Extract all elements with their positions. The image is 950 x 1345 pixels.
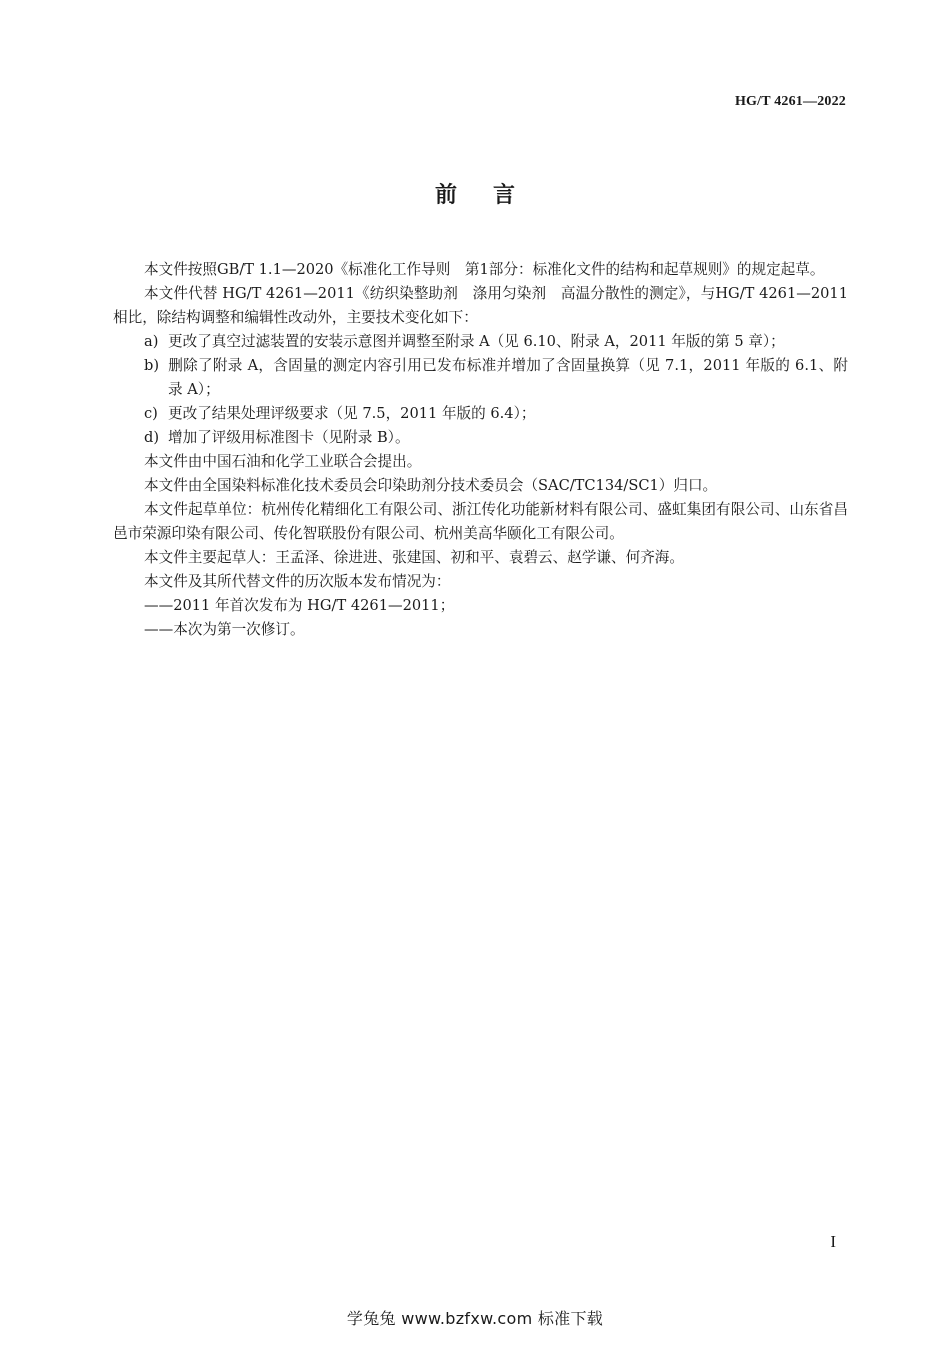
document-body: [113, 258, 848, 642]
list-item: [113, 354, 848, 402]
list-item-mark: b): [144, 357, 160, 374]
list-item: [113, 426, 848, 450]
page-number: I: [830, 1232, 836, 1251]
paragraph-drafting-rules: 本文件按照GB/T 1.1—2020《标准化工作导则 第1部分：标准化文件的结构和起草规则》的规定起草。: [144, 261, 825, 278]
list-item: [113, 330, 848, 354]
history-item: ——本次为第一次修订。: [144, 621, 305, 638]
list-item-mark: c): [144, 405, 158, 422]
history-item: ——2011 年首次发布为 HG/T 4261—2011；: [144, 597, 455, 614]
paragraph-centralized: 本文件由全国染料标准化技术委员会印染助剂分技术委员会（SAC/TC134/SC1）归口。: [144, 477, 718, 494]
paragraph-drafters: 本文件主要起草人：王孟泽、徐进进、张建国、初和平、袁碧云、赵学谦、何齐海。: [144, 549, 684, 566]
standard-code: HG/T 4261—2022: [734, 94, 846, 109]
paragraph-history-intro: 本文件及其所代替文件的历次版本发布情况为：: [144, 573, 451, 590]
paragraph-proposer: 本文件由中国石油和化学工业联合会提出。: [144, 453, 422, 470]
list-item-mark: a): [144, 333, 159, 350]
list-item-text: 增加了评级用标准图卡（见附录 B）。: [168, 429, 410, 446]
paragraph-drafting-units: 本文件起草单位：杭州传化精细化工有限公司、浙江传化功能新材料有限公司、盛虹集团有限公司、山东省昌邑市荣源印染有限公司、传化智联股份有限公司、杭州美高华颐化工有限公司。: [113, 501, 848, 542]
list-item-text: 更改了真空过滤装置的安装示意图并调整至附录 A（见 6.10、附录 A，2011 年版的第 5 章）；: [168, 333, 785, 350]
paragraph-replacement: 本文件代替 HG/T 4261—2011《纺织染整助剂 涤用匀染剂 高温分散性的测定》，与HG/T 4261—2011 相比，除结构调整和编辑性改动外，主要技术变化如下：: [113, 285, 848, 326]
list-item-text: 删除了附录 A，含固量的测定内容引用已发布标准并增加了含固量换算（见 7.1，2011 年版的 6.1、附录 A）；: [168, 357, 848, 398]
page-title: 前言: [434, 183, 551, 208]
list-item-text: 更改了结果处理评级要求（见 7.5，2011 年版的 6.4）；: [168, 405, 536, 422]
list-item-mark: d): [144, 429, 160, 446]
list-item: [113, 402, 848, 426]
footer-watermark: 学兔兔 www.bzfxw.com 标准下载: [346, 1309, 604, 1328]
